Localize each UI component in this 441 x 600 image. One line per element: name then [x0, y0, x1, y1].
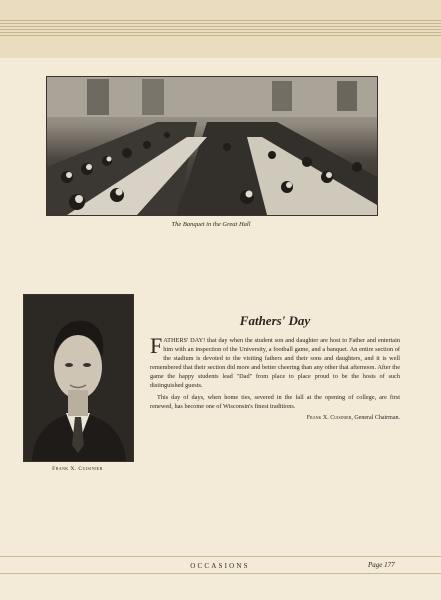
photo-caption: The Banquet in the Great Hall: [171, 221, 251, 228]
footer-section-title: OCCASIONS: [190, 562, 250, 570]
top-rule: [0, 20, 441, 21]
top-rule: [0, 29, 441, 30]
signature: [150, 414, 400, 423]
article-paragraph: This day of days, when home ties, severed in the fall at the opening of college, are first renewed, has become one of Wisconsin's finest traditions.: [150, 394, 400, 410]
footer-rule: [0, 556, 441, 557]
article-title: Fathers' Day: [239, 313, 311, 328]
page-number: Page 177: [368, 561, 395, 569]
banquet-photo: [46, 76, 378, 216]
portrait-caption: Frank X. Cuisinier: [52, 466, 103, 472]
portrait-illustration: [24, 295, 133, 461]
top-rule: [0, 23, 441, 24]
drop-cap: F: [150, 333, 163, 358]
footer-rule: [0, 573, 441, 574]
top-rule: [0, 26, 441, 27]
article-body: [150, 333, 400, 423]
article-paragraph: [150, 333, 400, 390]
signature-name: Frank X. Cuisinier,: [306, 415, 353, 421]
signature-title: General Chairman.: [354, 415, 400, 421]
banquet-photo-illustration: [47, 77, 377, 215]
paragraph-text: ATHERS' DAY! that day when the student son and daughter are host to Father and entertain him with an inspection of the University, a football game, and a banquet. An entire section of the stadium is devoted to the visiting fathers and their sons and daughters, and it is well remembered that their section did more and better cheering than any other that afternoon. After the game the happy students lead "Dad" from place to place proud to be the hosts of such distinguished guests.: [150, 337, 400, 389]
top-rule: [0, 35, 441, 36]
top-rule: [0, 32, 441, 33]
portrait-photo: [23, 294, 134, 462]
